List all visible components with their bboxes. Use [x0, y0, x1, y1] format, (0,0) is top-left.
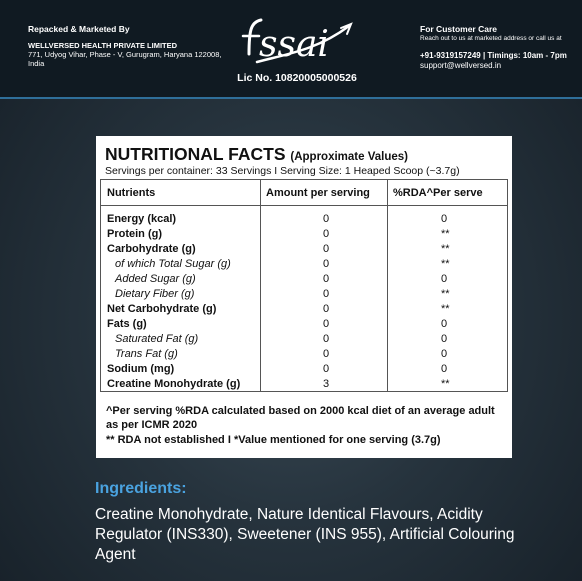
nutrient-rda: **: [441, 303, 450, 315]
header-bar: [0, 0, 582, 98]
servings-info: Servings per container: 33 Servings I Serving Size: 1 Heaped Scoop (~3.7g): [105, 165, 460, 177]
customer-care-info: [420, 24, 582, 70]
care-phone: +91-9319157249 | Timings: 10am - 7pm: [420, 51, 567, 60]
nutrient-amount: 0: [323, 258, 330, 270]
table-row: [101, 213, 507, 228]
rda-legend: ** RDA not established I *Value mentioned for one serving (3.7g): [106, 434, 441, 446]
table-row: [101, 318, 507, 333]
nutrient-amount: 0: [323, 363, 330, 375]
nutrient-name: Sodium (mg): [107, 363, 175, 375]
nutrient-amount: 3: [323, 378, 330, 390]
nutrient-amount: 0: [323, 228, 330, 240]
nutrient-amount: 0: [323, 348, 330, 360]
nutrient-amount: 0: [323, 213, 330, 225]
facts-title-main: NUTRITIONAL FACTS: [105, 144, 286, 164]
nutrient-amount: 0: [323, 303, 330, 315]
nutrient-rda: 0: [441, 333, 448, 345]
nutrient-name: Creatine Monohydrate (g): [107, 378, 241, 390]
table-header: [101, 180, 507, 206]
nutrient-amount: 0: [323, 273, 330, 285]
table-row: [101, 378, 507, 393]
facts-title-note: (Approximate Values): [290, 151, 408, 163]
nutrient-name: Trans Fat (g): [115, 348, 178, 360]
col-nutrients: Nutrients: [107, 187, 156, 199]
care-title: For Customer Care: [420, 24, 497, 34]
care-email: support@wellversed.in: [420, 61, 502, 70]
nutrient-rda: 0: [441, 273, 448, 285]
nutrient-rda: **: [441, 378, 450, 390]
nutrient-amount: 0: [323, 333, 330, 345]
header-divider: [0, 97, 582, 99]
ingredients-text: Creatine Monohydrate, Nature Identical Flavours, Acidity Regulator (INS330), Sweetener (INS 955), Artificial Colouring Agent: [95, 506, 515, 563]
nutrient-name: Energy (kcal): [107, 213, 177, 225]
table-row: [101, 348, 507, 363]
fssai-block: [232, 10, 362, 84]
company-name: WELLVERSED HEALTH PRIVATE LIMITED: [28, 41, 178, 50]
nutrient-name: Protein (g): [107, 228, 162, 240]
svg-text:ssai: ssai: [259, 24, 329, 65]
license-number: Lic No. 10820005000526: [237, 72, 357, 84]
nutrient-name: of which Total Sugar (g): [115, 258, 231, 270]
nutrient-name: Fats (g): [107, 318, 147, 330]
marketer-title: Repacked & Marketed By: [28, 24, 130, 34]
nutrient-rda: **: [441, 288, 450, 300]
ingredients-title: Ingredients:: [95, 480, 187, 497]
nutrient-rda: 0: [441, 363, 448, 375]
nutrient-amount: 0: [323, 243, 330, 255]
facts-title: [105, 144, 408, 165]
nutrient-name: Dietary Fiber (g): [115, 288, 195, 300]
nutrient-name: Added Sugar (g): [115, 273, 196, 285]
table-row: [101, 288, 507, 303]
company-address: 771, Udyog Vihar, Phase - V, Gurugram, Haryana 122008, India: [28, 50, 222, 68]
nutrient-name: Saturated Fat (g): [115, 333, 199, 345]
col-amount: Amount per serving: [266, 187, 370, 199]
table-row: [101, 228, 507, 243]
nutrition-table: [100, 179, 508, 392]
nutrient-rda: **: [441, 228, 450, 240]
table-row: [101, 363, 507, 378]
nutrient-amount: 0: [323, 288, 330, 300]
nutrient-rda: **: [441, 243, 450, 255]
table-row: [101, 258, 507, 273]
care-note: Reach out to us at marketed address or call us at: [420, 35, 562, 42]
nutrient-rda: 0: [441, 213, 448, 225]
nutrient-rda: **: [441, 258, 450, 270]
rda-footnote: ^Per serving %RDA calculated based on 2000 kcal diet of an average adult as per ICMR 2020: [106, 405, 495, 431]
nutrient-amount: 0: [323, 318, 330, 330]
fssai-logo: [237, 10, 357, 70]
table-row: [101, 243, 507, 258]
nutrient-rda: 0: [441, 348, 448, 360]
nutrient-name: Carbohydrate (g): [107, 243, 196, 255]
table-row: [101, 273, 507, 288]
col-rda: %RDA^Per serve: [393, 187, 483, 199]
table-row: [101, 303, 507, 318]
table-row: [101, 333, 507, 348]
marketer-info: [28, 24, 228, 68]
nutrient-name: Net Carbohydrate (g): [107, 303, 217, 315]
nutrient-rda: 0: [441, 318, 448, 330]
nutrition-facts-card: [96, 136, 512, 458]
